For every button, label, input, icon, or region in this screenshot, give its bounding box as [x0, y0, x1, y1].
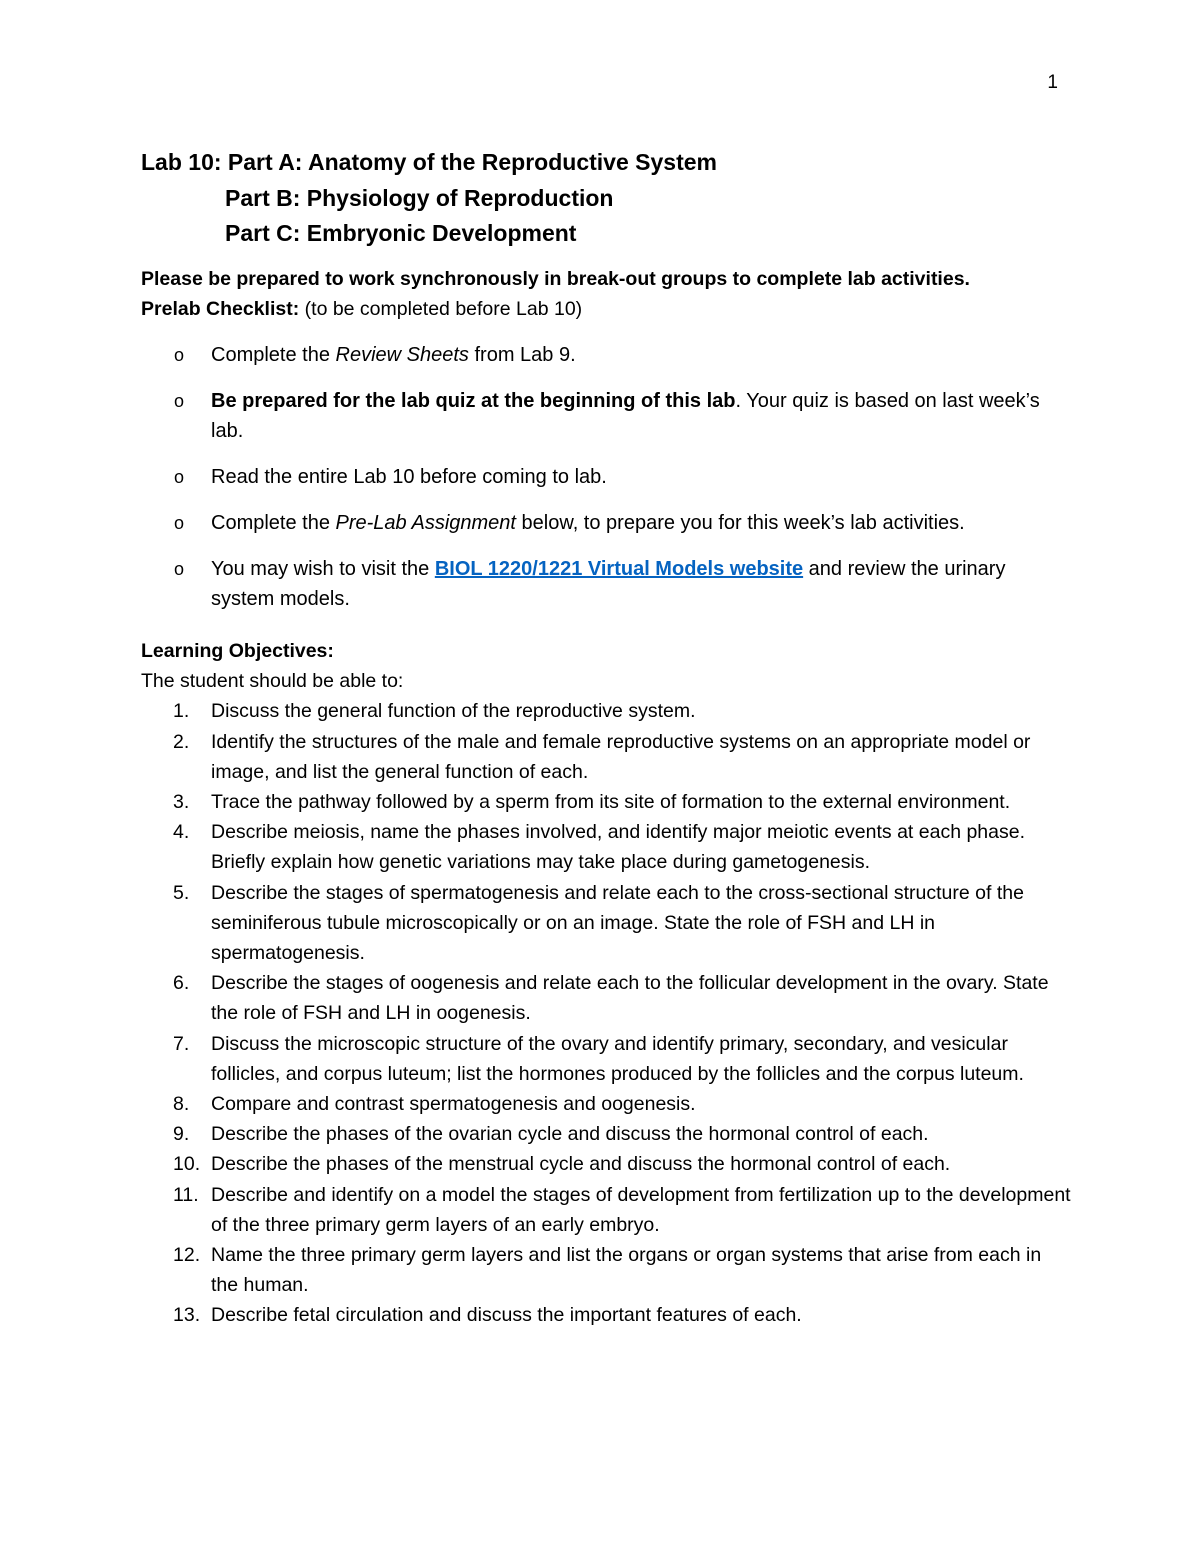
objective-item — [141, 787, 1071, 817]
checklist-text: Complete the — [211, 344, 336, 366]
checkbox-bullet-icon: o — [174, 345, 185, 365]
objective-text: Identify the structures of the male and female reproductive systems on an appropriate model or image, and list the general function of each. — [211, 730, 1031, 783]
objective-number: 9. — [173, 1123, 190, 1146]
objective-text: Describe the stages of spermatogenesis and relate each to the cross-sectional structure of the seminiferous tubule microscopically or on an image. State the role of FSH and LH in spermatogenesis. — [211, 881, 1024, 965]
virtual-models-link[interactable]: BIOL 1220/1221 Virtual Models website — [434, 558, 804, 580]
checkbox-bullet-icon: o — [174, 467, 185, 487]
title-line-part-a: Lab 10: Part A: Anatomy of the Reproductive System — [141, 149, 717, 175]
checklist-item — [141, 462, 1051, 492]
checklist-text: . Your quiz is based on last week’s lab. — [211, 390, 1040, 442]
objective-number: 10. — [173, 1153, 201, 1176]
prelab-label: Prelab Checklist: — [141, 298, 300, 320]
objective-number: 3. — [173, 791, 190, 814]
checklist-emphasis: Pre-Lab Assignment — [335, 512, 516, 534]
checklist-item — [141, 508, 1051, 538]
objective-item — [141, 1029, 1071, 1089]
checklist-text: from Lab 9. — [468, 344, 576, 366]
objectives-list — [141, 696, 1071, 1330]
checklist-text: You may wish to visit the — [211, 558, 435, 580]
checklist-text: below, to prepare you for this week’s lab activities. — [515, 512, 965, 534]
checkbox-bullet-icon: o — [174, 559, 185, 579]
checklist-text: Read the entire Lab 10 before coming to lab. — [211, 466, 607, 488]
objective-number: 5. — [173, 881, 190, 904]
objective-text: Describe the phases of the ovarian cycle and discuss the hormonal control of each. — [211, 1123, 929, 1146]
objective-number: 8. — [173, 1093, 190, 1116]
objective-text: Describe meiosis, name the phases involved, and identify major meiotic events at each phase. Briefly explain how genetic variations may take place during gametogenesis. — [211, 821, 1026, 874]
prelab-checklist — [141, 340, 1051, 630]
objective-item — [141, 727, 1071, 787]
lab-title — [141, 145, 717, 252]
objective-number: 13. — [173, 1304, 201, 1327]
checkbox-bullet-icon: o — [174, 391, 185, 411]
objective-number: 2. — [173, 730, 190, 753]
page-number: 1 — [1047, 72, 1058, 93]
objective-text: Discuss the microscopic structure of the ovary and identify primary, secondary, and vesicular follicles, and corpus luteum; list the hormones produced by the follicles and the corpus luteum. — [211, 1032, 1024, 1085]
title-line-part-c: Part C: Embryonic Development — [225, 220, 577, 246]
objective-item — [141, 1180, 1071, 1240]
objective-item — [141, 1089, 1071, 1119]
objective-item — [141, 878, 1071, 969]
checklist-emphasis: Review Sheets — [335, 344, 469, 366]
objective-item — [141, 1240, 1071, 1300]
objective-number: 12. — [173, 1244, 201, 1267]
checklist-text: Complete the — [211, 512, 336, 534]
learning-objectives-section — [141, 636, 1071, 1331]
objective-text: Describe and identify on a model the stages of development from fertilization up to the development of the three primary germ layers of an early embryo. — [211, 1183, 1071, 1236]
checkbox-bullet-icon: o — [174, 513, 185, 533]
objective-item — [141, 696, 1071, 726]
objective-text: Trace the pathway followed by a sperm from its site of formation to the external environment. — [211, 791, 1011, 814]
objective-number: 7. — [173, 1032, 190, 1055]
objective-text: Describe fetal circulation and discuss the important features of each. — [211, 1304, 802, 1327]
objective-text: Compare and contrast spermatogenesis and oogenesis. — [211, 1093, 696, 1116]
objective-item — [141, 1300, 1071, 1330]
objective-text: Describe the stages of oogenesis and relate each to the follicular development in the ovary. State the role of FSH and LH in oogenesis. — [211, 972, 1049, 1025]
objective-number: 4. — [173, 821, 190, 844]
objective-text: Describe the phases of the menstrual cycle and discuss the hormonal control of each. — [211, 1153, 951, 1176]
objective-number: 6. — [173, 972, 190, 995]
objectives-lead: The student should be able to: — [141, 670, 404, 693]
objective-item — [141, 1149, 1071, 1179]
checklist-item — [141, 340, 1051, 370]
objective-number: 11. — [173, 1183, 199, 1206]
learning-objectives-heading: Learning Objectives: — [141, 640, 334, 662]
synchronous-notice: Please be prepared to work synchronously in break-out groups to complete lab activities. — [141, 268, 970, 290]
checklist-item — [141, 554, 1051, 614]
objective-item — [141, 968, 1071, 1028]
objective-number: 1. — [173, 700, 190, 723]
checklist-item — [141, 386, 1051, 446]
checklist-bold-text: Be prepared for the lab quiz at the beginning of this lab — [211, 390, 736, 412]
title-line-part-b: Part B: Physiology of Reproduction — [225, 184, 614, 211]
objective-text: Name the three primary germ layers and list the organs or organ systems that arise from each in the human. — [211, 1244, 1042, 1297]
prelab-checklist-heading — [141, 294, 970, 324]
prelab-note: (to be completed before Lab 10) — [299, 298, 583, 320]
objective-text: Discuss the general function of the reproductive system. — [211, 700, 696, 723]
objective-item — [141, 817, 1071, 877]
checklist-text: and review the urinary system models. — [211, 558, 1006, 610]
objective-item — [141, 1119, 1071, 1149]
intro-section — [141, 264, 970, 324]
